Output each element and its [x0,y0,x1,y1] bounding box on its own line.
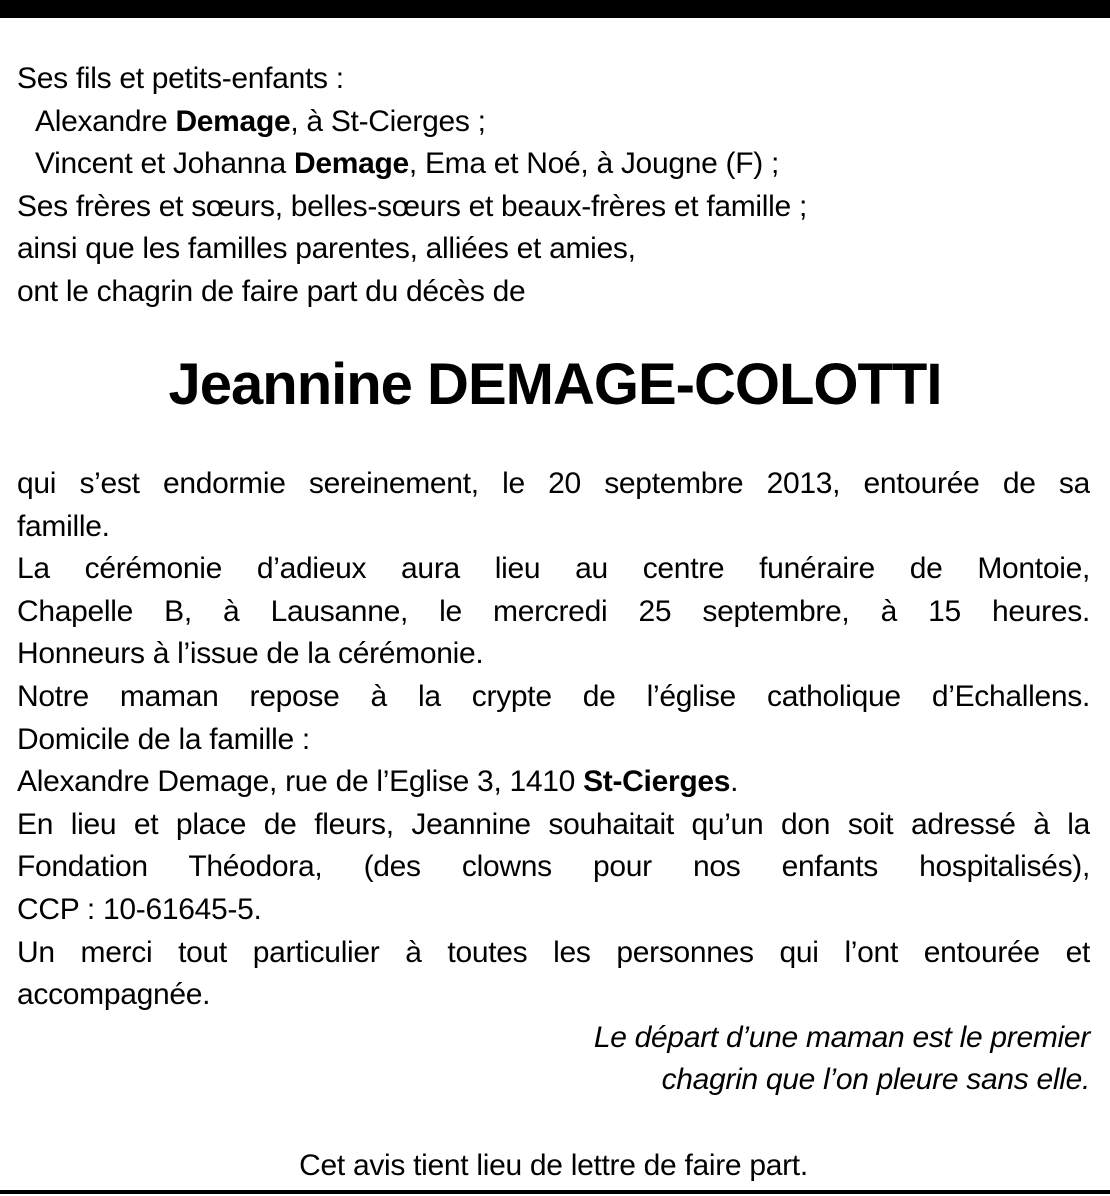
intro-line [17,58,1090,101]
text-segment: ont le chagrin de faire part du décès de [17,274,526,308]
text-segment: qui s’est endormie sereinement, le 20 septembre 2013, entourée de sa [17,467,1090,500]
text-segment: Chapelle B, à Lausanne, le mercredi 25 septembre, à 15 heures. [17,594,1090,628]
text-segment: . [730,765,739,799]
text-segment: accompagnée. [17,978,211,1012]
text-segment: CCP : 10-61645-5. [17,892,262,926]
bold-name: St-Cierges [583,765,731,799]
intro-block [17,58,1090,314]
body-line [17,889,1090,932]
intro-line [17,101,1090,144]
text-segment: Vincent et Johanna [35,147,294,181]
body-line [17,1017,1090,1060]
body-line [17,1102,1090,1145]
body-line [17,633,1090,676]
text-segment: chagrin que l’on pleure sans elle. [661,1063,1090,1097]
intro-line [17,143,1090,186]
bold-name: Demage [293,147,409,181]
body-line [17,719,1090,762]
text-segment: Un merci tout particulier à toutes les personnes qui l’ont entourée et [17,935,1090,969]
text-segment: , Ema et Noé, à Jougne (F) ; [408,147,779,181]
body-line [17,506,1090,549]
body-line [17,463,1090,506]
bottom-border [0,1190,1110,1194]
text-segment: , à St-Cierges ; [290,104,486,138]
text-segment: Domicile de la famille : [17,722,310,756]
body-line [17,846,1090,889]
text-segment: La cérémonie d’adieux aura lieu au centre funéraire de Montoie, [17,552,1090,586]
text-segment: Ses frères et sœurs, belles-sœurs et beaux-frères et famille ; [17,189,807,223]
text-segment: En lieu et place de fleurs, Jeannine souhaitait qu’un don soit adressé à la [17,807,1090,841]
text-segment: Honneurs à l’issue de la cérémonie. [17,637,484,671]
body-line [17,676,1090,719]
body-line [17,932,1090,975]
text-segment: Alexandre [35,104,176,138]
deceased-name: Jeannine DEMAGE-COLOTTI [168,352,942,417]
intro-line [17,228,1090,271]
body-line [17,591,1090,634]
text-segment: famille. [17,509,110,543]
bold-name: Demage [175,104,291,138]
text-segment: Ses fils et petits-enfants : [17,62,344,95]
top-border [0,0,1110,18]
body-line [17,974,1090,1017]
body-line [17,804,1090,847]
intro-line [17,271,1090,314]
text-segment: Notre maman repose à la crypte de l’église catholique d’Echallens. [17,679,1090,713]
text-segment: Cet avis tient lieu de lettre de faire part. [299,1148,808,1182]
intro-line [17,186,1090,229]
text-segment: ainsi que les familles parentes, alliées et amies, [17,232,636,266]
text-segment: Fondation Théodora, (des clowns pour nos enfants hospitalisés), [17,850,1090,884]
body-line [17,761,1090,804]
body-line [17,1059,1090,1102]
text-segment: Le départ d’une maman est le premier [593,1020,1090,1054]
text-segment: Alexandre Demage, rue de l’Eglise 3, 1410 [17,765,584,799]
notice-body [17,463,1090,1187]
body-line [17,548,1090,591]
body-line [17,1145,1090,1188]
